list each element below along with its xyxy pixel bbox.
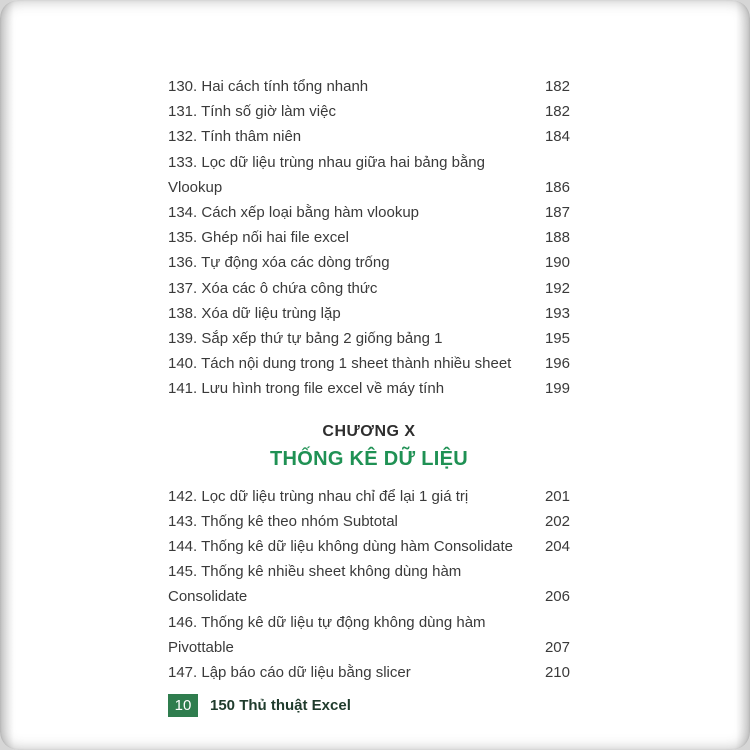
toc-entry-page: 187	[544, 204, 570, 222]
scan-edge-left	[0, 0, 14, 750]
toc-entry-text: 139. Sắp xếp thứ tự bảng 2 giống bảng 1	[168, 330, 443, 348]
toc-row	[168, 99, 570, 124]
toc-entry-page: 190	[544, 254, 570, 272]
chapter-label: CHƯƠNG X	[322, 422, 416, 440]
toc-row	[168, 225, 570, 250]
page-footer	[168, 694, 351, 717]
toc-entry-text: Vlookup	[168, 178, 223, 196]
toc-row	[168, 635, 570, 660]
toc-entry-page: 188	[544, 229, 570, 247]
toc-row	[168, 250, 570, 275]
toc-entry-text: 147. Lập báo cáo dữ liệu bằng slicer	[168, 664, 411, 682]
toc-row	[168, 610, 570, 635]
toc-entry-text: 136. Tự động xóa các dòng trống	[168, 254, 390, 272]
toc-entry-page: 193	[544, 304, 570, 322]
toc-entry-text: 132. Tính thâm niên	[168, 128, 302, 146]
footer-page-number-badge: 10	[168, 694, 198, 717]
toc-section-2	[168, 484, 570, 686]
toc-row	[168, 351, 570, 376]
toc-entry-page: 207	[544, 638, 570, 656]
toc-entry-page: 210	[544, 664, 570, 682]
footer-book-title: 150 Thủ thuật Excel	[210, 697, 351, 714]
toc-entry-page: 184	[544, 128, 570, 146]
toc-row	[168, 175, 570, 200]
toc-entry-text: 134. Cách xếp loại bằng hàm vlookup	[168, 204, 420, 222]
toc-entry-text: 144. Thống kê dữ liệu không dùng hàm Consolidate	[168, 538, 514, 556]
toc-row	[168, 276, 570, 301]
toc-content	[168, 74, 570, 685]
toc-row	[168, 660, 570, 685]
toc-entry-page: 199	[544, 380, 570, 398]
toc-row	[168, 376, 570, 401]
toc-entry-text: Consolidate	[168, 588, 248, 606]
toc-row	[168, 509, 570, 534]
toc-row	[168, 150, 570, 175]
toc-entry-text: 142. Lọc dữ liệu trùng nhau chỉ để lại 1 giá trị	[168, 487, 469, 505]
toc-entry-text: 131. Tính số giờ làm việc	[168, 103, 336, 121]
toc-entry-page: 182	[544, 78, 570, 95]
toc-row	[168, 484, 570, 509]
toc-entry-text: 137. Xóa các ô chứa công thức	[168, 279, 378, 297]
toc-entry-text: Pivottable	[168, 638, 234, 656]
toc-row	[168, 326, 570, 351]
toc-row	[168, 559, 570, 584]
toc-entry-page: 186	[544, 178, 570, 196]
chapter-heading	[168, 423, 570, 471]
toc-row	[168, 534, 570, 559]
toc-row	[168, 584, 570, 609]
toc-entry-text: 138. Xóa dữ liệu trùng lặp	[168, 304, 341, 322]
toc-entry-text: 145. Thống kê nhiều sheet không dùng hàm	[168, 563, 462, 581]
toc-entry-page: 196	[544, 355, 570, 373]
toc-entry-page: 206	[544, 588, 570, 606]
chapter-title: THỐNG KÊ DỮ LIỆU	[269, 447, 469, 470]
toc-row	[168, 74, 570, 99]
toc-entry-page: 195	[544, 330, 570, 348]
toc-entry-text: 140. Tách nội dung trong 1 sheet thành nhiều sheet	[168, 355, 512, 373]
toc-entry-text: 135. Ghép nối hai file excel	[168, 229, 349, 247]
toc-entry-text: 133. Lọc dữ liệu trùng nhau giữa hai bảng bằng	[168, 153, 485, 171]
toc-entry-page: 201	[544, 487, 570, 505]
scan-edge-right	[736, 0, 750, 750]
toc-entry-text: 146. Thống kê dữ liệu tự động không dùng hàm	[168, 613, 486, 631]
toc-entry-page: 204	[544, 538, 570, 556]
toc-entry-text: 130. Hai cách tính tổng nhanh	[168, 78, 369, 95]
toc-entry-text: 141. Lưu hình trong file excel về máy tính	[168, 380, 445, 398]
toc-entry-page: 182	[544, 103, 570, 121]
toc-entry-page: 192	[544, 279, 570, 297]
toc-entry-text: 143. Thống kê theo nhóm Subtotal	[168, 512, 398, 530]
toc-row	[168, 301, 570, 326]
toc-section-1	[168, 74, 570, 402]
toc-row	[168, 200, 570, 225]
toc-entry-page: 202	[544, 512, 570, 530]
toc-row	[168, 124, 570, 149]
